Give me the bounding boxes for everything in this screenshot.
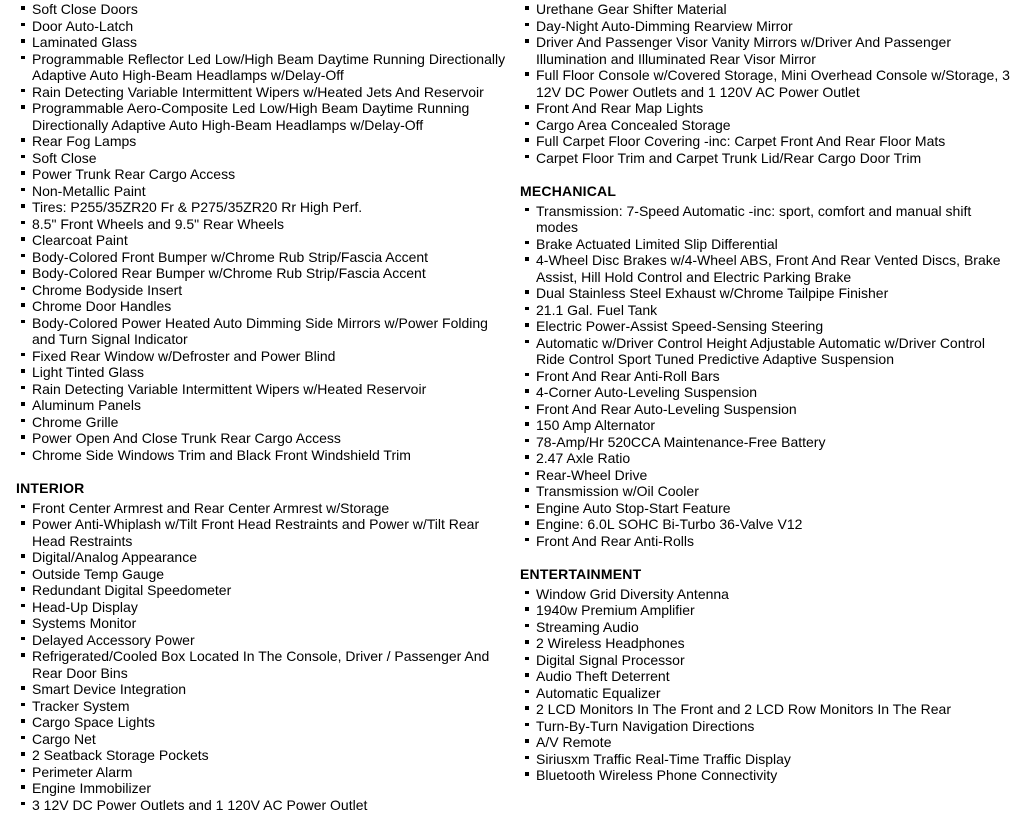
square-bullet-icon xyxy=(525,450,536,467)
features-column-left xyxy=(16,1,506,813)
square-bullet-icon xyxy=(525,34,536,51)
square-bullet-icon xyxy=(21,216,32,233)
feature-section xyxy=(16,1,506,463)
list-item xyxy=(16,216,506,233)
feature-item-label: Delayed Accessory Power xyxy=(32,631,195,648)
list-item xyxy=(16,348,506,365)
square-bullet-icon xyxy=(525,401,536,418)
square-bullet-icon xyxy=(21,18,32,35)
square-bullet-icon xyxy=(525,652,536,669)
square-bullet-icon xyxy=(21,381,32,398)
feature-item-label: Redundant Digital Speedometer xyxy=(32,582,232,598)
list-item xyxy=(16,133,506,150)
list-item xyxy=(520,417,1010,434)
feature-item-label: Chrome Grille xyxy=(32,413,119,430)
list-item xyxy=(520,652,1010,669)
section-heading: MECHANICAL xyxy=(520,183,617,199)
list-item xyxy=(520,701,1010,718)
feature-item-label: Soft Close xyxy=(32,149,97,166)
square-bullet-icon xyxy=(525,417,536,434)
list-item xyxy=(520,203,1010,236)
square-bullet-icon xyxy=(21,797,32,814)
square-bullet-icon xyxy=(525,767,536,784)
list-item xyxy=(16,282,506,299)
square-bullet-icon xyxy=(21,282,32,299)
section-heading: ENTERTAINMENT xyxy=(520,566,642,582)
feature-item-label: Full Carpet Floor Covering -inc: Carpet Front And Rear Floor Mats xyxy=(536,133,946,149)
list-item xyxy=(16,364,506,381)
square-bullet-icon xyxy=(21,364,32,381)
feature-item-label: Cargo Net xyxy=(32,730,96,747)
feature-section xyxy=(16,480,506,813)
feature-item-label: Cargo Area Concealed Storage xyxy=(536,116,731,133)
feature-item-label: 2 LCD Monitors In The Front and 2 LCD Row Monitors In The Rear xyxy=(536,701,951,717)
feature-item-label: Soft Close Doors xyxy=(32,1,138,17)
list-item xyxy=(16,648,506,681)
square-bullet-icon xyxy=(21,764,32,781)
list-item xyxy=(520,318,1010,335)
feature-item-label: Day-Night Auto-Dimming Rearview Mirror xyxy=(536,17,793,34)
feature-item-label: Transmission: 7-Speed Automatic -inc: sport, comfort and manual shift modes xyxy=(536,202,972,235)
feature-item-label: 4-Wheel Disc Brakes w/4-Wheel ABS, Front And Rear Vented Discs, Brake Assist, Hill Hold Control and Electric Parking Brake xyxy=(536,252,1001,285)
square-bullet-icon xyxy=(21,51,32,68)
feature-item-label: Dual Stainless Steel Exhaust w/Chrome Tailpipe Finisher xyxy=(536,285,889,301)
square-bullet-icon xyxy=(21,199,32,216)
feature-item-label: Power Anti-Whiplash w/Tilt Front Head Restraints and Power w/Tilt Rear Head Restraints xyxy=(32,516,480,549)
list-item xyxy=(520,401,1010,418)
square-bullet-icon xyxy=(21,348,32,365)
list-item xyxy=(520,516,1010,533)
square-bullet-icon xyxy=(525,285,536,302)
feature-item-label: Chrome Bodyside Insert xyxy=(32,281,183,298)
square-bullet-icon xyxy=(21,249,32,266)
square-bullet-icon xyxy=(525,133,536,150)
square-bullet-icon xyxy=(21,265,32,282)
list-item xyxy=(16,714,506,731)
list-item xyxy=(16,397,506,414)
feature-item-label: Rain Detecting Variable Intermittent Wipers w/Heated Jets And Reservoir xyxy=(32,83,484,100)
feature-item-label: 21.1 Gal. Fuel Tank xyxy=(536,301,658,318)
square-bullet-icon xyxy=(525,434,536,451)
square-bullet-icon xyxy=(21,698,32,715)
square-bullet-icon xyxy=(525,302,536,319)
list-item xyxy=(520,751,1010,768)
feature-item-label: Tires: P255/35ZR20 Fr & P275/35ZR20 Rr High Perf. xyxy=(32,199,363,215)
square-bullet-icon xyxy=(21,615,32,632)
feature-item-label: Laminated Glass xyxy=(32,34,138,50)
list-item xyxy=(520,335,1010,368)
square-bullet-icon xyxy=(525,67,536,84)
list-item xyxy=(16,265,506,282)
square-bullet-icon xyxy=(21,780,32,797)
feature-item-label: Programmable Reflector Led Low/High Beam Daytime Running Directionally Adaptive Auto High-Beam Headlamps w/Delay-Off xyxy=(32,50,506,83)
square-bullet-icon xyxy=(21,582,32,599)
feature-item-label: Power Trunk Rear Cargo Access xyxy=(32,166,236,182)
feature-item-label: Audio Theft Deterrent xyxy=(536,668,670,684)
list-item xyxy=(520,602,1010,619)
list-item xyxy=(16,447,506,464)
feature-item-label: Electric Power-Assist Speed-Sensing Steering xyxy=(536,318,824,334)
feature-item-label: 8.5" Front Wheels and 9.5" Rear Wheels xyxy=(32,215,284,232)
square-bullet-icon xyxy=(525,117,536,134)
square-bullet-icon xyxy=(21,414,32,431)
feature-item-label: Front Center Armrest and Rear Center Armrest w/Storage xyxy=(32,499,390,516)
square-bullet-icon xyxy=(21,516,32,533)
feature-section xyxy=(520,1,1010,166)
list-item xyxy=(16,599,506,616)
list-item xyxy=(16,582,506,599)
square-bullet-icon xyxy=(21,500,32,517)
square-bullet-icon xyxy=(21,84,32,101)
feature-item-label: Clearcoat Paint xyxy=(32,232,128,248)
list-item xyxy=(16,780,506,797)
square-bullet-icon xyxy=(21,430,32,447)
feature-item-label: Perimeter Alarm xyxy=(32,763,133,780)
square-bullet-icon xyxy=(21,100,32,117)
feature-item-label: Streaming Audio xyxy=(536,618,639,635)
features-column-right xyxy=(520,1,1010,813)
square-bullet-icon xyxy=(21,133,32,150)
list-item xyxy=(520,150,1010,167)
square-bullet-icon xyxy=(21,1,32,18)
feature-item-label: 150 Amp Alternator xyxy=(536,417,656,433)
square-bullet-icon xyxy=(525,533,536,550)
list-item xyxy=(16,414,506,431)
feature-item-label: Brake Actuated Limited Slip Differential xyxy=(536,235,778,252)
square-bullet-icon xyxy=(21,232,32,249)
square-bullet-icon xyxy=(21,397,32,414)
list-item xyxy=(16,549,506,566)
feature-item-label: Programmable Aero-Composite Led Low/High Beam Daytime Running Directionally Adaptive Auto High-Beam Headlamps w/Delay-Off xyxy=(32,100,470,133)
list-item xyxy=(520,619,1010,636)
square-bullet-icon xyxy=(21,549,32,566)
list-item xyxy=(16,249,506,266)
feature-item-label: 2 Wireless Headphones xyxy=(536,635,685,651)
list-item xyxy=(520,533,1010,550)
feature-item-label: Digital Signal Processor xyxy=(536,651,685,668)
square-bullet-icon xyxy=(525,701,536,718)
square-bullet-icon xyxy=(525,751,536,768)
feature-item-label: Light Tinted Glass xyxy=(32,364,145,380)
feature-item-label: Front And Rear Anti-Roll Bars xyxy=(536,367,720,384)
square-bullet-icon xyxy=(525,150,536,167)
list-item xyxy=(16,199,506,216)
feature-item-label: 1940w Premium Amplifier xyxy=(536,602,695,618)
list-item xyxy=(16,632,506,649)
square-bullet-icon xyxy=(525,236,536,253)
feature-list xyxy=(520,586,1010,784)
feature-list xyxy=(520,1,1010,166)
square-bullet-icon xyxy=(525,500,536,517)
feature-item-label: Aluminum Panels xyxy=(32,397,141,413)
square-bullet-icon xyxy=(525,734,536,751)
square-bullet-icon xyxy=(525,619,536,636)
feature-item-label: 4-Corner Auto-Leveling Suspension xyxy=(536,384,758,400)
square-bullet-icon xyxy=(525,318,536,335)
feature-item-label: 3 12V DC Power Outlets and 1 120V AC Power Outlet xyxy=(32,796,368,813)
list-item xyxy=(16,764,506,781)
square-bullet-icon xyxy=(21,150,32,167)
feature-item-label: Head-Up Display xyxy=(32,598,138,615)
feature-section xyxy=(520,566,1010,784)
feature-item-label: Body-Colored Rear Bumper w/Chrome Rub Strip/Fascia Accent xyxy=(32,265,426,281)
list-item xyxy=(520,734,1010,751)
list-item xyxy=(16,150,506,167)
list-item xyxy=(520,434,1010,451)
list-item xyxy=(16,797,506,814)
square-bullet-icon xyxy=(525,483,536,500)
square-bullet-icon xyxy=(21,447,32,464)
square-bullet-icon xyxy=(21,566,32,583)
list-item xyxy=(16,51,506,84)
list-item xyxy=(520,117,1010,134)
feature-item-label: Smart Device Integration xyxy=(32,681,187,697)
list-item xyxy=(16,232,506,249)
list-item xyxy=(520,635,1010,652)
list-item xyxy=(520,767,1010,784)
square-bullet-icon xyxy=(21,315,32,332)
list-item xyxy=(16,516,506,549)
feature-item-label: A/V Remote xyxy=(536,734,612,750)
feature-item-label: 78-Amp/Hr 520CCA Maintenance-Free Battery xyxy=(536,433,826,450)
feature-item-label: Engine Auto Stop-Start Feature xyxy=(536,499,731,516)
feature-item-label: Systems Monitor xyxy=(32,615,137,631)
square-bullet-icon xyxy=(525,467,536,484)
section-heading: INTERIOR xyxy=(16,480,85,496)
feature-item-label: Front And Rear Map Lights xyxy=(536,100,704,116)
list-item xyxy=(520,718,1010,735)
square-bullet-icon xyxy=(525,586,536,603)
feature-item-label: Urethane Gear Shifter Material xyxy=(536,1,727,17)
feature-item-label: Rain Detecting Variable Intermittent Wipers w/Heated Reservoir xyxy=(32,380,427,397)
list-item xyxy=(520,236,1010,253)
list-item xyxy=(16,315,506,348)
feature-item-label: Chrome Side Windows Trim and Black Front Windshield Trim xyxy=(32,446,411,463)
list-item xyxy=(520,668,1010,685)
list-item xyxy=(520,467,1010,484)
feature-item-label: Engine: 6.0L SOHC Bi-Turbo 36-Valve V12 xyxy=(536,516,803,532)
list-item xyxy=(16,166,506,183)
list-item xyxy=(16,430,506,447)
square-bullet-icon xyxy=(21,681,32,698)
list-item xyxy=(16,500,506,517)
list-item xyxy=(520,1,1010,18)
square-bullet-icon xyxy=(525,718,536,735)
list-item xyxy=(16,298,506,315)
square-bullet-icon xyxy=(525,516,536,533)
square-bullet-icon xyxy=(21,166,32,183)
feature-item-label: Engine Immobilizer xyxy=(32,780,152,796)
feature-item-label: Power Open And Close Trunk Rear Cargo Access xyxy=(32,430,341,446)
feature-item-label: Carpet Floor Trim and Carpet Trunk Lid/Rear Cargo Door Trim xyxy=(536,149,922,166)
list-item xyxy=(520,252,1010,285)
feature-item-label: Bluetooth Wireless Phone Connectivity xyxy=(536,767,778,783)
feature-item-label: Body-Colored Front Bumper w/Chrome Rub Strip/Fascia Accent xyxy=(32,248,429,265)
square-bullet-icon xyxy=(21,632,32,649)
feature-list xyxy=(16,500,506,814)
square-bullet-icon xyxy=(525,18,536,35)
feature-item-label: Chrome Door Handles xyxy=(32,298,172,314)
square-bullet-icon xyxy=(525,1,536,18)
feature-item-label: Full Floor Console w/Covered Storage, Mini Overhead Console w/Storage, 3 12V DC Power Outlets and 1 120V AC Power Outlet xyxy=(536,67,1010,100)
feature-item-label: Body-Colored Power Heated Auto Dimming Side Mirrors w/Power Folding and Turn Signal Indicator xyxy=(32,314,488,347)
list-item xyxy=(16,381,506,398)
feature-item-label: Front And Rear Auto-Leveling Suspension xyxy=(536,400,797,417)
list-item xyxy=(520,285,1010,302)
feature-item-label: Front And Rear Anti-Rolls xyxy=(536,532,694,549)
feature-list xyxy=(16,1,506,463)
list-item xyxy=(16,566,506,583)
list-item xyxy=(16,615,506,632)
list-item xyxy=(520,685,1010,702)
feature-item-label: Transmission w/Oil Cooler xyxy=(536,483,699,499)
list-item xyxy=(520,450,1010,467)
feature-item-label: Cargo Space Lights xyxy=(32,714,155,730)
list-item xyxy=(16,18,506,35)
list-item xyxy=(520,100,1010,117)
feature-item-label: Driver And Passenger Visor Vanity Mirrors w/Driver And Passenger Illumination and Illuminated Rear Visor Mirror xyxy=(536,34,951,67)
feature-item-label: Refrigerated/Cooled Box Located In The Console, Driver / Passenger And Rear Door Bins xyxy=(32,648,490,681)
square-bullet-icon xyxy=(525,252,536,269)
feature-item-label: Window Grid Diversity Antenna xyxy=(536,585,729,602)
feature-section xyxy=(520,183,1010,549)
list-item xyxy=(520,18,1010,35)
feature-item-label: Turn-By-Turn Navigation Directions xyxy=(536,717,755,734)
list-item xyxy=(16,84,506,101)
feature-item-label: Automatic Equalizer xyxy=(536,684,661,701)
list-item xyxy=(520,384,1010,401)
list-item xyxy=(520,302,1010,319)
square-bullet-icon xyxy=(21,599,32,616)
feature-item-label: Rear Fog Lamps xyxy=(32,133,137,149)
square-bullet-icon xyxy=(21,648,32,665)
square-bullet-icon xyxy=(21,298,32,315)
feature-item-label: Non-Metallic Paint xyxy=(32,182,146,199)
list-item xyxy=(16,34,506,51)
square-bullet-icon xyxy=(21,34,32,51)
list-item xyxy=(16,100,506,133)
square-bullet-icon xyxy=(21,183,32,200)
list-item xyxy=(520,483,1010,500)
feature-item-label: Digital/Analog Appearance xyxy=(32,549,198,565)
feature-item-label: 2 Seatback Storage Pockets xyxy=(32,747,209,763)
list-item xyxy=(520,34,1010,67)
square-bullet-icon xyxy=(21,747,32,764)
square-bullet-icon xyxy=(525,335,536,352)
square-bullet-icon xyxy=(525,668,536,685)
list-item xyxy=(520,500,1010,517)
list-item xyxy=(520,133,1010,150)
feature-item-label: 2.47 Axle Ratio xyxy=(536,450,631,466)
feature-list xyxy=(520,203,1010,550)
feature-item-label: Fixed Rear Window w/Defroster and Power Blind xyxy=(32,347,336,364)
feature-item-label: Automatic w/Driver Control Height Adjustable Automatic w/Driver Control Ride Control Sport Tuned Predictive Adaptive Suspension xyxy=(536,334,985,367)
square-bullet-icon xyxy=(525,100,536,117)
square-bullet-icon xyxy=(525,384,536,401)
list-item xyxy=(520,368,1010,385)
list-item xyxy=(16,1,506,18)
square-bullet-icon xyxy=(525,602,536,619)
square-bullet-icon xyxy=(525,685,536,702)
list-item xyxy=(16,183,506,200)
list-item xyxy=(16,698,506,715)
square-bullet-icon xyxy=(525,368,536,385)
list-item xyxy=(16,681,506,698)
square-bullet-icon xyxy=(525,635,536,652)
square-bullet-icon xyxy=(21,714,32,731)
feature-item-label: Siriusxm Traffic Real-Time Traffic Display xyxy=(536,750,791,767)
square-bullet-icon xyxy=(525,203,536,220)
square-bullet-icon xyxy=(21,731,32,748)
list-item xyxy=(520,67,1010,100)
feature-item-label: Rear-Wheel Drive xyxy=(536,466,648,483)
list-item xyxy=(16,747,506,764)
feature-item-label: Tracker System xyxy=(32,697,130,714)
feature-item-label: Door Auto-Latch xyxy=(32,17,134,34)
feature-item-label: Outside Temp Gauge xyxy=(32,565,165,582)
list-item xyxy=(16,731,506,748)
list-item xyxy=(520,586,1010,603)
